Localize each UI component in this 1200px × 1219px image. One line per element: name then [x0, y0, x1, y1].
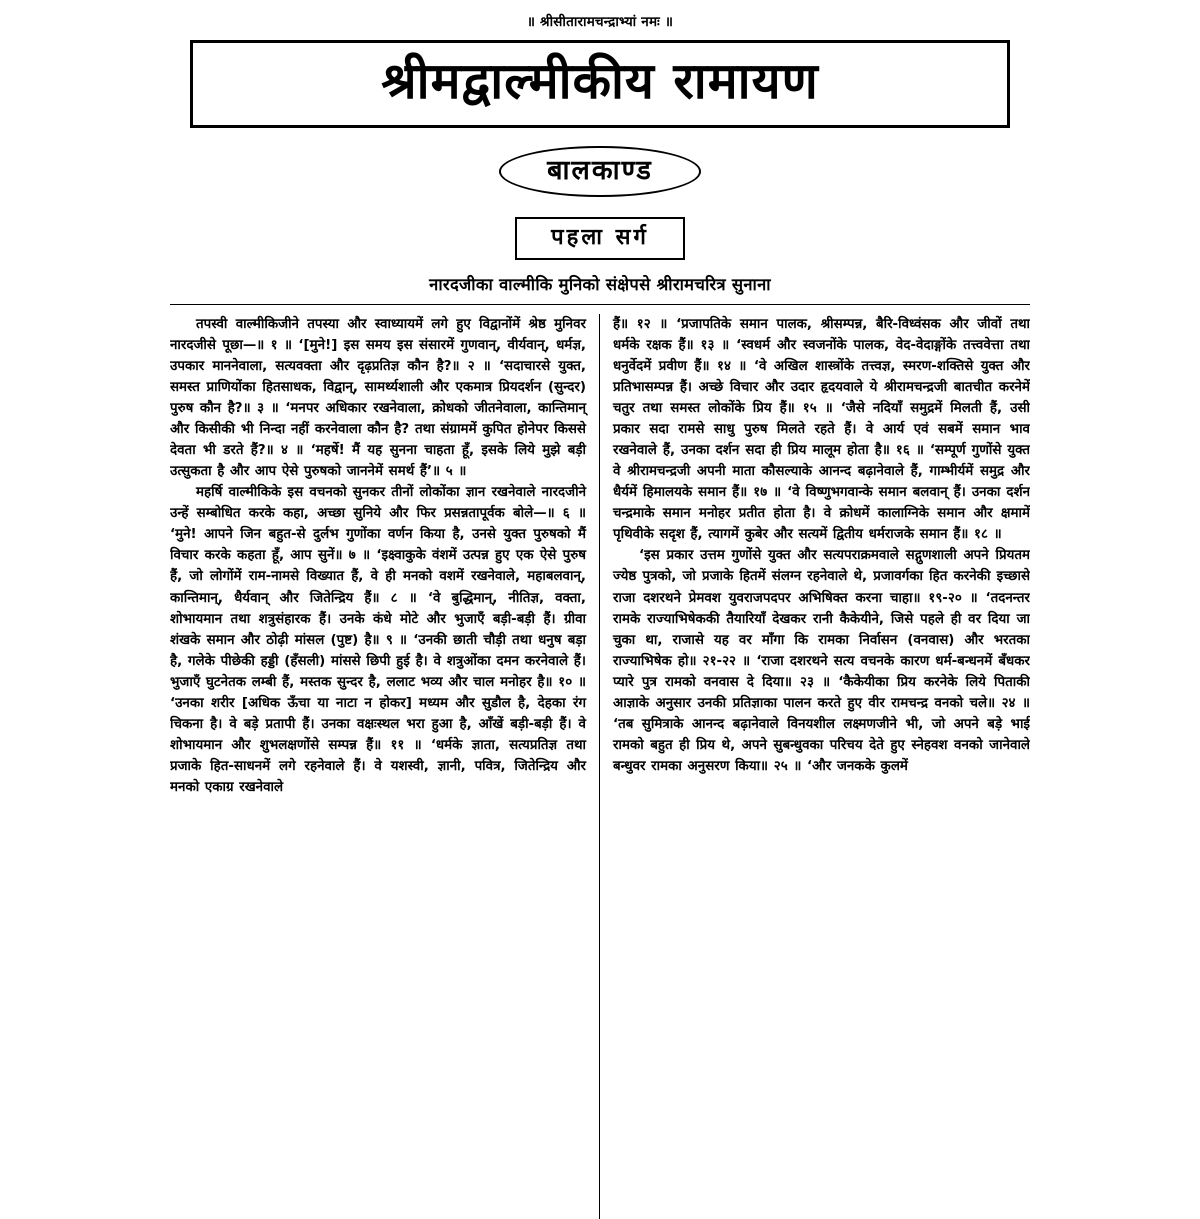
sarga-wrapper: [170, 217, 1030, 260]
page-title: श्रीमद्वाल्मीकीय रामायण: [381, 52, 819, 110]
paragraph: महर्षि वाल्मीकिके इस वचनको सुनकर तीनों लोकोंका ज्ञान रखनेवाले नारदजीने उन्हें सम्बोधित करके कहा, अच्छा सुनिये और फिर प्रसन्नतापूर्वक बोले—॥ ६ ॥ ‘मुने! आपने जिन बहुत-से दुर्लभ गुणोंका वर्णन किया है, उनसे युक्त पुरुषको मैं विचार करके कहता हूँ, आप सुनें॥ ७ ॥ ‘इक्ष्वाकुके वंशमें उत्पन्न हुए एक ऐसे पुरुष हैं, जो लोगोंमें राम-नामसे विख्यात हैं, वे ही मनको वशमें रखनेवाले, महाबलवान्, कान्तिमान्, धैर्यवान् और जितेन्द्रिय हैं॥ ८ ॥ ‘वे बुद्धिमान्, नीतिज्ञ, वक्ता, शोभायमान तथा शत्रुसंहारक हैं। उनके कंधे मोटे और भुजाएँ बड़ी-बड़ी हैं। ग्रीवा शंखके समान और ठोढ़ी मांसल (पुष्ट) है॥ ९ ॥ ‘उनकी छाती चौड़ी तथा धनुष बड़ा है, गलेके पीछेकी हड्डी (हँसली) मांससे छिपी हुई है। वे शत्रुओंका दमन करनेवाले हैं। भुजाएँ घुटनेतक लम्बी हैं, मस्तक सुन्दर है, ललाट भव्य और चाल मनोहर है॥ १० ॥ ‘उनका शरीर [अधिक ऊँचा या नाटा न होकर] मध्यम और सुडौल है, देहका रंग चिकना है। वे बड़े प्रतापी हैं। उनका वक्षःस्थल भरा हुआ है, आँखें बड़ी-बड़ी हैं। वे शोभायमान और शुभलक्षणोंसे सम्पन्न हैं॥ ११ ॥ ‘धर्मके ज्ञाता, सत्यप्रतिज्ञ तथा प्रजाके हित-साधनमें लगे रहनेवाले हैं। वे यशस्वी, ज्ञानी, पवित्र, जितेन्द्रिय और मनको एकाग्र रखनेवाले: [170, 485, 586, 795]
body-columns: [170, 314, 1030, 1219]
header-divider: [170, 304, 1030, 305]
invocation-line: ॥ श्रीसीतारामचन्द्राभ्यां नमः ॥: [526, 14, 674, 30]
paragraph: ‘इस प्रकार उत्तम गुणोंसे युक्त और सत्यपराक्रमवाले सद्गुणशाली अपने प्रियतम ज्येष्ठ पुत्रको, जो प्रजाके हितमें संलग्न रहनेवाले थे, प्रजावर्गका हित करनेकी इच्छासे राजा दशरथने प्रेमवश युवराजपदपर अभिषिक्त करना चाहा॥ १९-२० ॥ ‘तदनन्तर रामके राज्याभिषेककी तैयारियाँ देखकर रानी कैकेयीने, जिसे पहले ही वर दिया जा चुका था, राजासे यह वर माँगा कि रामका निर्वासन (वनवास) और भरतका राज्याभिषेक हो॥ २१-२२ ॥ ‘राजा दशरथने सत्य वचनके कारण धर्म-बन्धनमें बँधकर प्यारे पुत्र रामको वनवास दे दिया॥ २३ ॥ ‘कैकेयीका प्रिय करनेके लिये पिताकी आज्ञाके अनुसार उनकी प्रतिज्ञाका पालन करते हुए वीर रामचन्द्र वनको चले॥ २४ ॥ ‘तब सुमित्राके आनन्द बढ़ानेवाले विनयशील लक्ष्मणजीने भी, जो अपने बड़े भाई रामको बहुत ही प्रिय थे, अपने सुबन्धुवका परिचय देते हुए स्नेहवश वनको जानेवाले बन्धुवर रामका अनुसरण किया॥ २५ ॥ ‘और जनकके कुलमें: [613, 548, 1030, 774]
title-box: [190, 40, 1010, 128]
kanda-wrapper: [170, 146, 1030, 198]
right-text-column: [600, 314, 1030, 1219]
paragraph: हैं॥ १२ ॥ ‘प्रजापतिके समान पालक, श्रीसम्पन्न, बैरि-विध्वंसक और जीवों तथा धर्मके रक्षक हैं॥ १३ ॥ ‘स्वधर्म और स्वजनोंके पालक, वेद-वेदाङ्गोंके तत्त्ववेत्ता तथा धनुर्वेदमें प्रवीण हैं॥ १४ ॥ ‘वे अखिल शास्त्रोंके तत्त्वज्ञ, स्मरण-शक्तिसे युक्त और प्रतिभासम्पन्न हैं। अच्छे विचार और उदार हृदयवाले ये श्रीरामचन्द्रजी बातचीत करनेमें चतुर तथा समस्त लोकोंके प्रिय हैं॥ १५ ॥ ‘जैसे नदियाँ समुद्रमें मिलती हैं, उसी प्रकार सदा रामसे साधु पुरुष मिलते रहते हैं। वे आर्य एवं सबमें समान भाव रखनेवाले हैं, उनका दर्शन सदा ही प्रिय मालूम होता है॥ १६ ॥ ‘सम्पूर्ण गुणोंसे युक्त वे श्रीरामचन्द्रजी अपनी माता कौसल्याके आनन्द बढ़ानेवाले हैं, गाम्भीर्यमें समुद्र और धैर्यमें हिमालयके समान हैं॥ १७ ॥ ‘वे विष्णुभगवान्के समान बलवान् हैं। उनका दर्शन चन्द्रमाके समान मनोहर प्रतीत होता है। वे क्रोधमें कालाग्निके समान और क्षमामें पृथिवीके सदृश हैं, त्यागमें कुबेर और सत्यमें द्वितीय धर्मराजके समान हैं॥ १८ ॥: [613, 316, 1030, 543]
kanda-heading: बालकाण्ड: [499, 146, 701, 198]
sarga-heading: पहला सर्ग: [515, 217, 685, 260]
paragraph: तपस्वी वाल्मीकिजीने तपस्या और स्वाध्यायमें लगे हुए विद्वानोंमें श्रेष्ठ मुनिवर नारदजीसे पूछा—॥ १ ॥ ‘[मुने!] इस समय इस संसारमें गुणवान्, वीर्यवान्, धर्मज्ञ, उपकार माननेवाला, सत्यवक्ता और दृढ़प्रतिज्ञ कौन है?॥ २ ॥ ‘सदाचारसे युक्त, समस्त प्राणियोंका हितसाधक, विद्वान्, सामर्थ्यशाली और एकमात्र प्रियदर्शन (सुन्दर) पुरुष कौन है?॥ ३ ॥ ‘मनपर अधिकार रखनेवाला, क्रोधको जीतनेवाला, कान्तिमान् और किसीकी भी निन्दा नहीं करनेवाला कौन है? तथा संग्राममें कुपित होनेपर किससे देवता भी डरते हैं?॥ ४ ॥ ‘महर्षे! मैं यह सुनना चाहता हूँ, इसके लिये मुझे बड़ी उत्सुकता है और आप ऐसे पुरुषको जाननेमें समर्थ हैं’॥ ५ ॥: [170, 316, 586, 480]
chapter-subtitle: नारदजीका वाल्मीकि मुनिको संक्षेपसे श्रीरामचरित्र सुनाना: [429, 275, 771, 295]
left-text-column: [170, 314, 600, 1219]
